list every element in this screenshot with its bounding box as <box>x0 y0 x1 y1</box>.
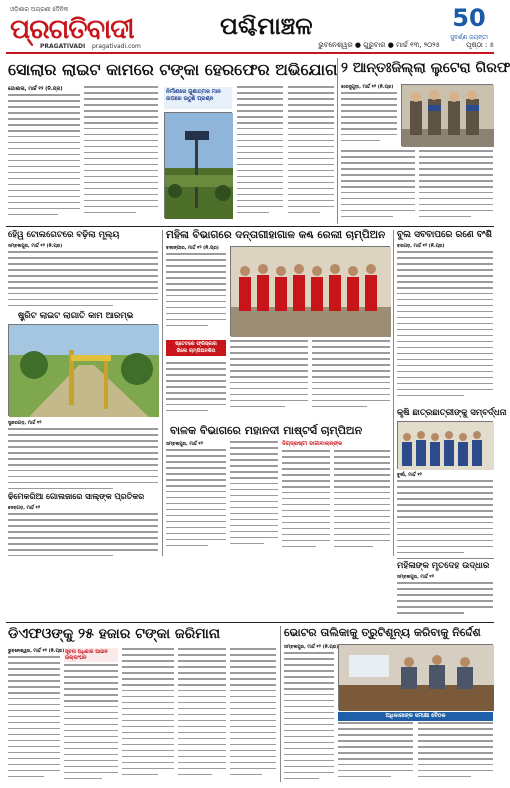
anniversary-number: 50 <box>452 4 486 32</box>
story-s1-col4 <box>288 86 334 218</box>
anniversary-label: ସୁବର୍ଣ୍ଣ ଜୟନ୍ତୀ <box>450 34 488 41</box>
story-s12-col3 <box>418 722 493 782</box>
masthead-rule <box>6 52 494 54</box>
story-s4-col3 <box>312 340 390 420</box>
headline-woman-body: ମହିଳାଙ୍କ ମୃତଦେହ ଉଦ୍ଧାର <box>397 561 490 571</box>
story-s2-col1 <box>341 92 397 146</box>
dateline-s2: ଝାରସୁଗୁଡ଼ା, ମାର୍ଚ୍ଚ ୧୨ (ନି.ପ୍ର) <box>341 85 394 90</box>
photo-solar-light <box>164 112 232 218</box>
story-s1-col1 <box>8 94 80 218</box>
story-s1-col2 <box>84 86 158 218</box>
dateline: ଭୁବନେଶ୍ୱର ● ଗୁରୁବାର ● ମାର୍ଚ୍ଚ ୧୩, ୨୦୨୫ <box>318 41 440 49</box>
story-s6-body <box>8 428 158 488</box>
divider <box>6 622 494 623</box>
dateline-s12: ସମ୍ବଲପୁର, ମାର୍ଚ୍ଚ ୧୨ (ନି.ପ୍ର) <box>284 645 339 650</box>
dateline-s3: ସମ୍ବଲପୁର, ମାର୍ଚ୍ଚ ୧୨ (ନି.ପ୍ର) <box>8 244 63 249</box>
story-s2-col2 <box>341 150 415 222</box>
headline-solar-light: ସୋଲାର ଲାଇଟ କାମରେ ଟଙ୍କା ହେରଫେର ଅଭିଯୋଗ <box>8 60 338 79</box>
story-s8-col3 <box>282 450 330 558</box>
dateline-s6: ସୁନ୍ଦରଗଡ଼, ମାର୍ଚ୍ଚ ୧୨ <box>8 421 42 426</box>
anniversary-logo <box>445 4 493 34</box>
story-s8-col1 <box>166 449 226 557</box>
tag-s11: ସୂଚନା ଅଧିକାର ଆଇନ ଉଲ୍ଲଂଘନ <box>64 648 118 662</box>
masthead-tagline: ଓଡ଼ିଶାର ଅଗ୍ରଣୀ ଦୈନିକ <box>10 6 69 13</box>
story-s8-col2 <box>230 441 278 557</box>
divider <box>337 58 338 224</box>
story-s8-col4 <box>334 450 390 558</box>
headline-boys-mahanadi: ବାଳକ ବିଭାଗରେ ମହାନଦୀ ମାଷ୍ଟର୍ସ ଚାମ୍ପିଅନ <box>170 424 363 437</box>
headline-street-light: ଷ୍ଟ୍ରିଟ ଲାଇଟ ଲାଗାତି କାମ ଆରମ୍ଭ <box>18 311 134 321</box>
photo-street-light <box>8 324 158 416</box>
photo-women-team <box>230 246 390 336</box>
divider <box>162 230 163 556</box>
story-s10-body <box>397 582 493 620</box>
story-s9-body <box>397 480 493 556</box>
story-s5-body <box>397 251 493 403</box>
photo-review-meeting <box>338 644 493 710</box>
dateline-s5: ବରଗଡ଼, ମାର୍ଚ୍ଚ ୧୨ (ନି.ପ୍ର) <box>397 244 445 249</box>
photo-arrested-robbers <box>401 84 493 146</box>
tag-s1: ନିର୍ମାଣରେ ଗୁଣାତ୍ମକ ମାନ ଉପରେ ଉଠୁଛି ପ୍ରଶ୍ନ <box>166 89 221 102</box>
dateline-s10: ସମ୍ବଲପୁର, ମାର୍ଚ୍ଚ ୧୨ <box>397 575 434 580</box>
story-s4-col1 <box>166 253 226 337</box>
dateline-s8: ସମ୍ବଲପୁର, ମାର୍ଚ୍ଚ ୧୨ <box>166 442 203 447</box>
story-s2-col3 <box>419 150 493 222</box>
tag-box-s1 <box>164 87 232 109</box>
dateline-s4: ବଲାଙ୍ଗୀର, ମାର୍ଚ୍ଚ ୧୨ (ନି.ପ୍ର) <box>166 246 219 251</box>
headline-dfo-fine: ଡିଏଫଓଙ୍କୁ ୨୫ ହଜାର ଟଙ୍କା ଜରିମାନା <box>8 626 221 642</box>
story-s4-col2 <box>230 340 308 420</box>
section-title: ପଶ୍ଚିମାଞ୍ଚଳ <box>220 12 313 40</box>
divider <box>397 558 494 559</box>
tag-s8: ଦିଗ୍‌ଦ୍ରଷ୍ଟା ଡାଗାବାଲାନ୍ଙ୍କ <box>282 441 343 447</box>
divider <box>393 230 394 556</box>
headline-women-relay: ମହିଳା ବିଭାଗରେ ଦନ୍ତାଗୀହାଗାଳ କଣ୍ଢ ରେଲୀ ଚାମ୍ପିଅନ <box>166 229 386 241</box>
story-s11-col3 <box>122 648 174 782</box>
headline-robbers-arrested: ୨ ଆନ୍ତଃଜିଲ୍ଲା ଲୁଟେରା ଗିରଫ <box>341 60 510 76</box>
story-s4-col4 <box>166 362 226 420</box>
masthead-website: pragativadi.com <box>92 43 141 50</box>
dateline-s7: ଦେବଗଡ଼, ମାର୍ଚ୍ଚ ୧୨ <box>8 506 41 511</box>
headline-agri-students: କୃଷି ଛାତ୍ରଛାତ୍ରୀଙ୍କୁ ସମ୍ବର୍ଦ୍ଧନା <box>397 408 507 418</box>
story-s1-col3 <box>237 86 283 218</box>
story-s11-col4 <box>178 648 226 782</box>
page-number: ପୃଷ୍ଠା : ୫ <box>466 41 494 49</box>
divider <box>6 226 494 227</box>
story-s11-col5 <box>230 648 276 782</box>
headline-toll-gate: ହେିୱ ଟୋଲଗେଟରେ ବଢ଼ିଲା ମୂଲ୍ୟ <box>8 230 120 240</box>
dateline-s11: ଭୁବନେଶ୍ୱର, ମାର୍ଚ୍ଚ ୧୨ (ନି.ପ୍ର) <box>8 649 65 654</box>
story-s12-col1 <box>284 652 334 782</box>
headline-school: ଢିମେକରିଆ ଗୋଲଜାରେ ସାଲ୍ଙ୍କ ପ୍ରତିକର <box>8 492 145 501</box>
headline-voter-list: ଭୋଟର ତାଲିକାକୁ ତ୍ରୁଟିଶୂନ୍ୟ କରିବାକୁ ନିର୍ଦ୍ଦେଶ <box>284 626 481 639</box>
photo-agri-students <box>397 421 493 469</box>
story-s12-col2 <box>338 722 413 782</box>
story-s3-body <box>8 251 158 307</box>
story-s11-col1 <box>8 656 60 782</box>
dateline-s1: ଗୋଶାଳା, ମାର୍ଚ୍ଚ ୧୨ (ନି.ପ୍ର) <box>8 86 63 92</box>
badge-state-championship: ଷ୍ଟେଟରେ ଫ୍ରିସ୍କାର ରିଲେ ଚାମ୍ପିଅନଶିପ <box>166 340 226 356</box>
story-s7-body <box>8 513 158 559</box>
masthead-logo-latin: PRAGATIVADI <box>40 43 86 50</box>
caption-review-meeting: ଅଧିକାରୀଙ୍କ ସମୀକ୍ଷା ବୈଠକ <box>338 712 493 721</box>
divider <box>280 626 281 782</box>
dateline-s9: ବୁର୍ଲା, ମାର୍ଚ୍ଚ ୧୨ <box>397 473 422 478</box>
headline-bulldozer: ବୁଲ ସବବାପରେ ରଣେ ବଂଶି <box>397 230 492 240</box>
masthead-logo: ପ୍ରଗତିବାଦୀ <box>10 14 134 45</box>
story-s11-col2 <box>64 664 118 782</box>
